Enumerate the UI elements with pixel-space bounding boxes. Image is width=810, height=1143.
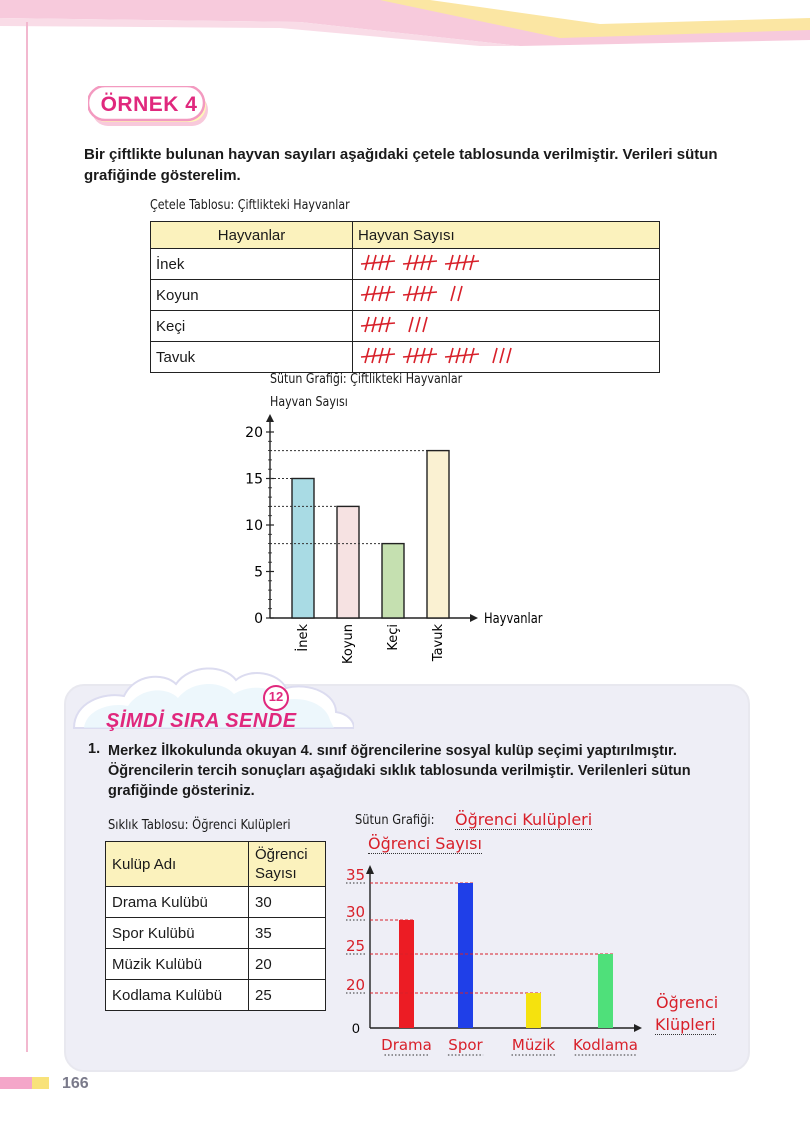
tally-header-animals: Hayvanlar (151, 222, 353, 249)
tally-stroke (449, 255, 453, 270)
table-row (106, 887, 326, 918)
x-tick-label: Drama (381, 1036, 432, 1054)
chart1-plot (240, 410, 570, 670)
table-row (151, 311, 660, 342)
animal-name: Koyun (151, 280, 353, 311)
tally-stroke (493, 348, 497, 363)
club-name: Drama Kulübü (106, 887, 249, 918)
y-tick-label: 35 (346, 866, 366, 884)
footer-yellow-bar (32, 1077, 49, 1089)
tally-cross (361, 323, 395, 326)
club-name: Kodlama Kulübü (106, 980, 249, 1011)
x-tick-label: Müzik (511, 1036, 556, 1054)
tally-cross (361, 261, 395, 264)
x-axis-label: Hayvanlar (484, 610, 543, 628)
x-tick-label: Keçi (386, 624, 401, 651)
tally-stroke (458, 286, 462, 301)
tally-stroke (507, 348, 511, 363)
freq-header-count-line1: Öğrenci (255, 846, 308, 863)
y-tick-label: 0 (352, 1020, 360, 1036)
tally-cross (361, 292, 395, 295)
tally-marks (353, 280, 660, 311)
animal-name: Tavuk (151, 342, 353, 373)
freq-header-club: Kulüp Adı (106, 842, 249, 887)
bar (399, 920, 414, 1028)
section-number: 12 (268, 689, 284, 704)
x-tick-label: Kodlama (573, 1036, 638, 1054)
bar (382, 544, 404, 618)
chart2-x-axis-label-line2: Klüpleri (655, 1015, 716, 1034)
y-tick-label: 15 (245, 471, 263, 488)
tally-stroke (365, 317, 369, 332)
tally-stroke (416, 317, 420, 332)
tally-cross (445, 261, 479, 264)
y-axis-arrow (366, 865, 374, 874)
animal-name: Keçi (151, 311, 353, 342)
page-number: 166 (62, 1075, 89, 1092)
x-tick-label: İnek (296, 624, 311, 652)
table-row (106, 918, 326, 949)
y-tick-label: 20 (245, 425, 263, 441)
bar (526, 993, 541, 1028)
club-name: Müzik Kulübü (106, 949, 249, 980)
table-row (151, 249, 660, 280)
x-tick-label: Koyun (341, 624, 356, 665)
x-axis-arrow (470, 614, 478, 622)
tally-stroke (407, 255, 411, 270)
section-title: ŞİMDİ SIRA SENDE (106, 710, 297, 732)
tally-marks (353, 311, 660, 342)
intro-text: Bir çiftlikte bulunan hayvan sayıları aşağıdaki çetele tablosunda verilmiştir. Verileri sütun grafiğinde gösterelim. (84, 146, 718, 184)
club-name: Spor Kulübü (106, 918, 249, 949)
tally-cross (403, 292, 437, 295)
bar (598, 954, 613, 1028)
chart2-title-label: Sütun Grafiği: (355, 812, 435, 828)
tally-stroke (365, 286, 369, 301)
bar (337, 506, 359, 618)
y-tick-label: 10 (245, 518, 263, 534)
club-count: 30 (249, 887, 326, 918)
freq-table-caption: Sıklık Tablosu: Öğrenci Kulüpleri (108, 817, 291, 833)
chart2-title-answer: Öğrenci Kulüpleri (455, 810, 593, 829)
club-count: 35 (249, 918, 326, 949)
y-tick-label: 20 (346, 976, 366, 994)
tally-cross (403, 261, 437, 264)
y-tick-label: 0 (254, 611, 263, 627)
tally-stroke (423, 317, 427, 332)
x-tick-label: Tavuk (431, 624, 446, 662)
example-badge: ÖRNEK 4 (100, 93, 198, 116)
table-row (106, 949, 326, 980)
question-number: 1. (88, 741, 101, 757)
y-tick-label: 25 (346, 937, 366, 955)
top-decoration (0, 0, 810, 48)
tally-stroke (365, 255, 369, 270)
x-axis-arrow (634, 1024, 642, 1032)
freq-header-count (249, 842, 326, 887)
bar (292, 479, 314, 619)
tally-stroke (500, 348, 504, 363)
tally-stroke (407, 286, 411, 301)
tally-cross (361, 354, 395, 357)
tally-marks (353, 342, 660, 373)
page-margin-line (26, 22, 28, 1052)
club-count: 20 (249, 949, 326, 980)
chart2-y-axis-label: Öğrenci Sayısı (368, 834, 482, 853)
tally-table (150, 221, 660, 373)
freq-header-count-line2: Sayısı (255, 865, 297, 882)
y-axis-arrow (266, 414, 274, 422)
y-tick-label: 30 (346, 903, 366, 921)
tally-marks (353, 249, 660, 280)
tally-cross (403, 354, 437, 357)
chart2-plot (330, 860, 660, 1060)
bar (427, 451, 449, 618)
tally-header-count: Hayvan Sayısı (353, 222, 660, 249)
bar (458, 883, 473, 1028)
table-row (151, 280, 660, 311)
x-tick-label: Spor (448, 1036, 483, 1054)
tally-stroke (409, 317, 413, 332)
tally-stroke (407, 348, 411, 363)
footer-pink-bar (0, 1077, 32, 1089)
freq-table (105, 841, 326, 1011)
tally-table-caption: Çetele Tablosu: Çiftlikteki Hayvanlar (150, 197, 350, 213)
table-row (106, 980, 326, 1011)
chart2-x-axis-label-line1: Öğrenci (656, 993, 719, 1012)
question-text: Merkez İlkokulunda okuyan 4. sınıf öğrencilerine sosyal kulüp seçimi yaptırılmıştır. Öğrencilerin tercih sonuçları aşağıdaki sıklık tablosunda verilmiştir. Verilenleri sütun grafiğinde gösteriniz. (108, 743, 691, 799)
chart1-y-axis-label: Hayvan Sayısı (270, 394, 348, 410)
animal-name: İnek (151, 249, 353, 280)
table-row (151, 342, 660, 373)
club-count: 25 (249, 980, 326, 1011)
tally-stroke (365, 348, 369, 363)
tally-cross (445, 354, 479, 357)
tally-stroke (449, 348, 453, 363)
tally-stroke (451, 286, 455, 301)
y-tick-label: 5 (254, 564, 263, 581)
chart1-title: Sütun Grafiği: Çiftlikteki Hayvanlar (270, 371, 463, 387)
